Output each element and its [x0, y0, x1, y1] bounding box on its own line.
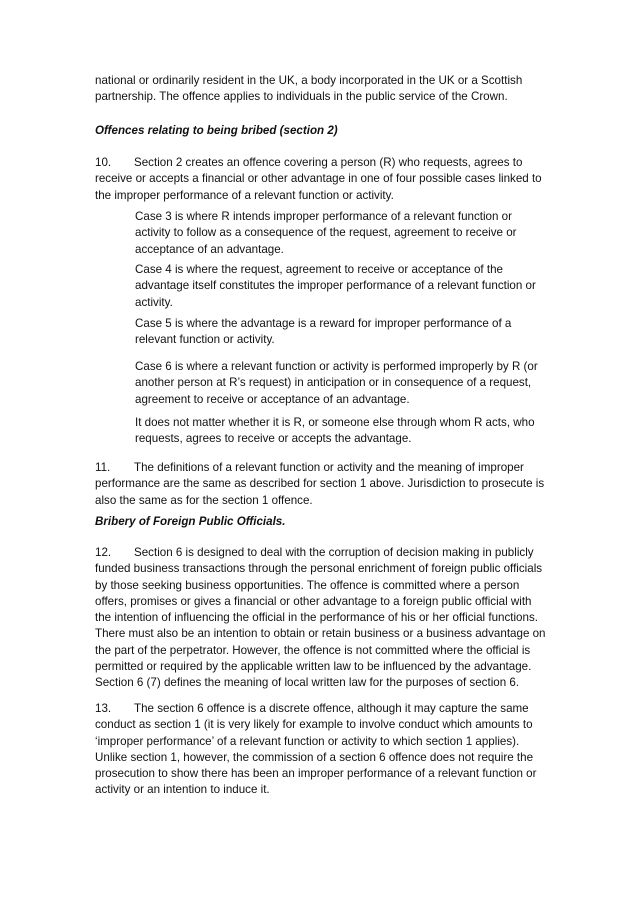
case-3-paragraph: Case 3 is where R intends improper performance of a relevant function or activity to follow as a consequence of the request, agreement to receive or acceptance of an advantage. [135, 210, 517, 256]
paragraph-text: The definitions of a relevant function or activity and the meaning of improper performance are the same as described for section 1 above. Jurisdiction to prosecute is also the same as for the section 1 offence. [95, 461, 545, 507]
paragraph-text: Section 2 creates an offence covering a person (R) who requests, agrees to receive or accepts a financial or other advantage in one of four possible cases linked to the improper performance of a relevant function or activity. [95, 156, 542, 202]
case-6-paragraph: Case 6 is where a relevant function or activity is performed improperly by R (or another person at R’s request) in anticipation or in consequence of a request, agreement to receive or acceptance of an advantage. [135, 360, 538, 406]
case-5-paragraph: Case 5 is where the advantage is a reward for improper performance of a relevant function or activity. [135, 317, 512, 347]
paragraph-13 [95, 701, 550, 799]
intro-paragraph: national or ordinarily resident in the UK, a body incorporated in the UK or a Scottish partnership. The offence applies to individuals in the public service of the Crown. [95, 74, 523, 104]
paragraph-10 [95, 155, 550, 204]
paragraph-text: Section 6 is designed to deal with the corruption of decision making in publicly funded business transactions through the personal enrichment of foreign public officials by those seeking business opportunities. The offence is committed where a person offers, promises or gives a financial or other advantage to a foreign public official with the intention of influencing the official in the performance of his or her official functions. There must also be an intention to obtain or retain business or a business advantage on the part of the perpetrator. However, the offence is not committed where the official is permitted or required by the applicable written law to be influenced by the advantage. Section 6 (7) defines the meaning of local written law for the purposes of section 6. [95, 546, 546, 690]
section-2-heading: Offences relating to being bribed (section 2) [95, 124, 338, 137]
paragraph-12 [95, 545, 550, 692]
paragraph-number: 13. [95, 702, 112, 715]
paragraph-number: 12. [95, 546, 112, 559]
paragraph-text: The section 6 offence is a discrete offence, although it may capture the same conduct as section 1 (it is very likely for example to involve conduct which amounts to ‘improper performance’ of a relevant function or activity to which section 1 applies). Unlike section 1, however, the commission of a section 6 offence does not require the prosecution to show there has been an improper performance of a relevant function or activity or an intention to induce it. [95, 702, 537, 797]
note-paragraph: It does not matter whether it is R, or someone else through whom R acts, who requests, agrees to receive or accepts the advantage. [135, 416, 535, 446]
paragraph-11 [95, 460, 550, 509]
paragraph-number: 10. [95, 156, 112, 169]
case-4-paragraph: Case 4 is where the request, agreement to receive or acceptance of the advantage itself constitutes the improper performance of a relevant function or activity. [135, 263, 536, 309]
foreign-officials-heading: Bribery of Foreign Public Officials. [95, 515, 286, 528]
paragraph-number: 11. [95, 461, 111, 474]
